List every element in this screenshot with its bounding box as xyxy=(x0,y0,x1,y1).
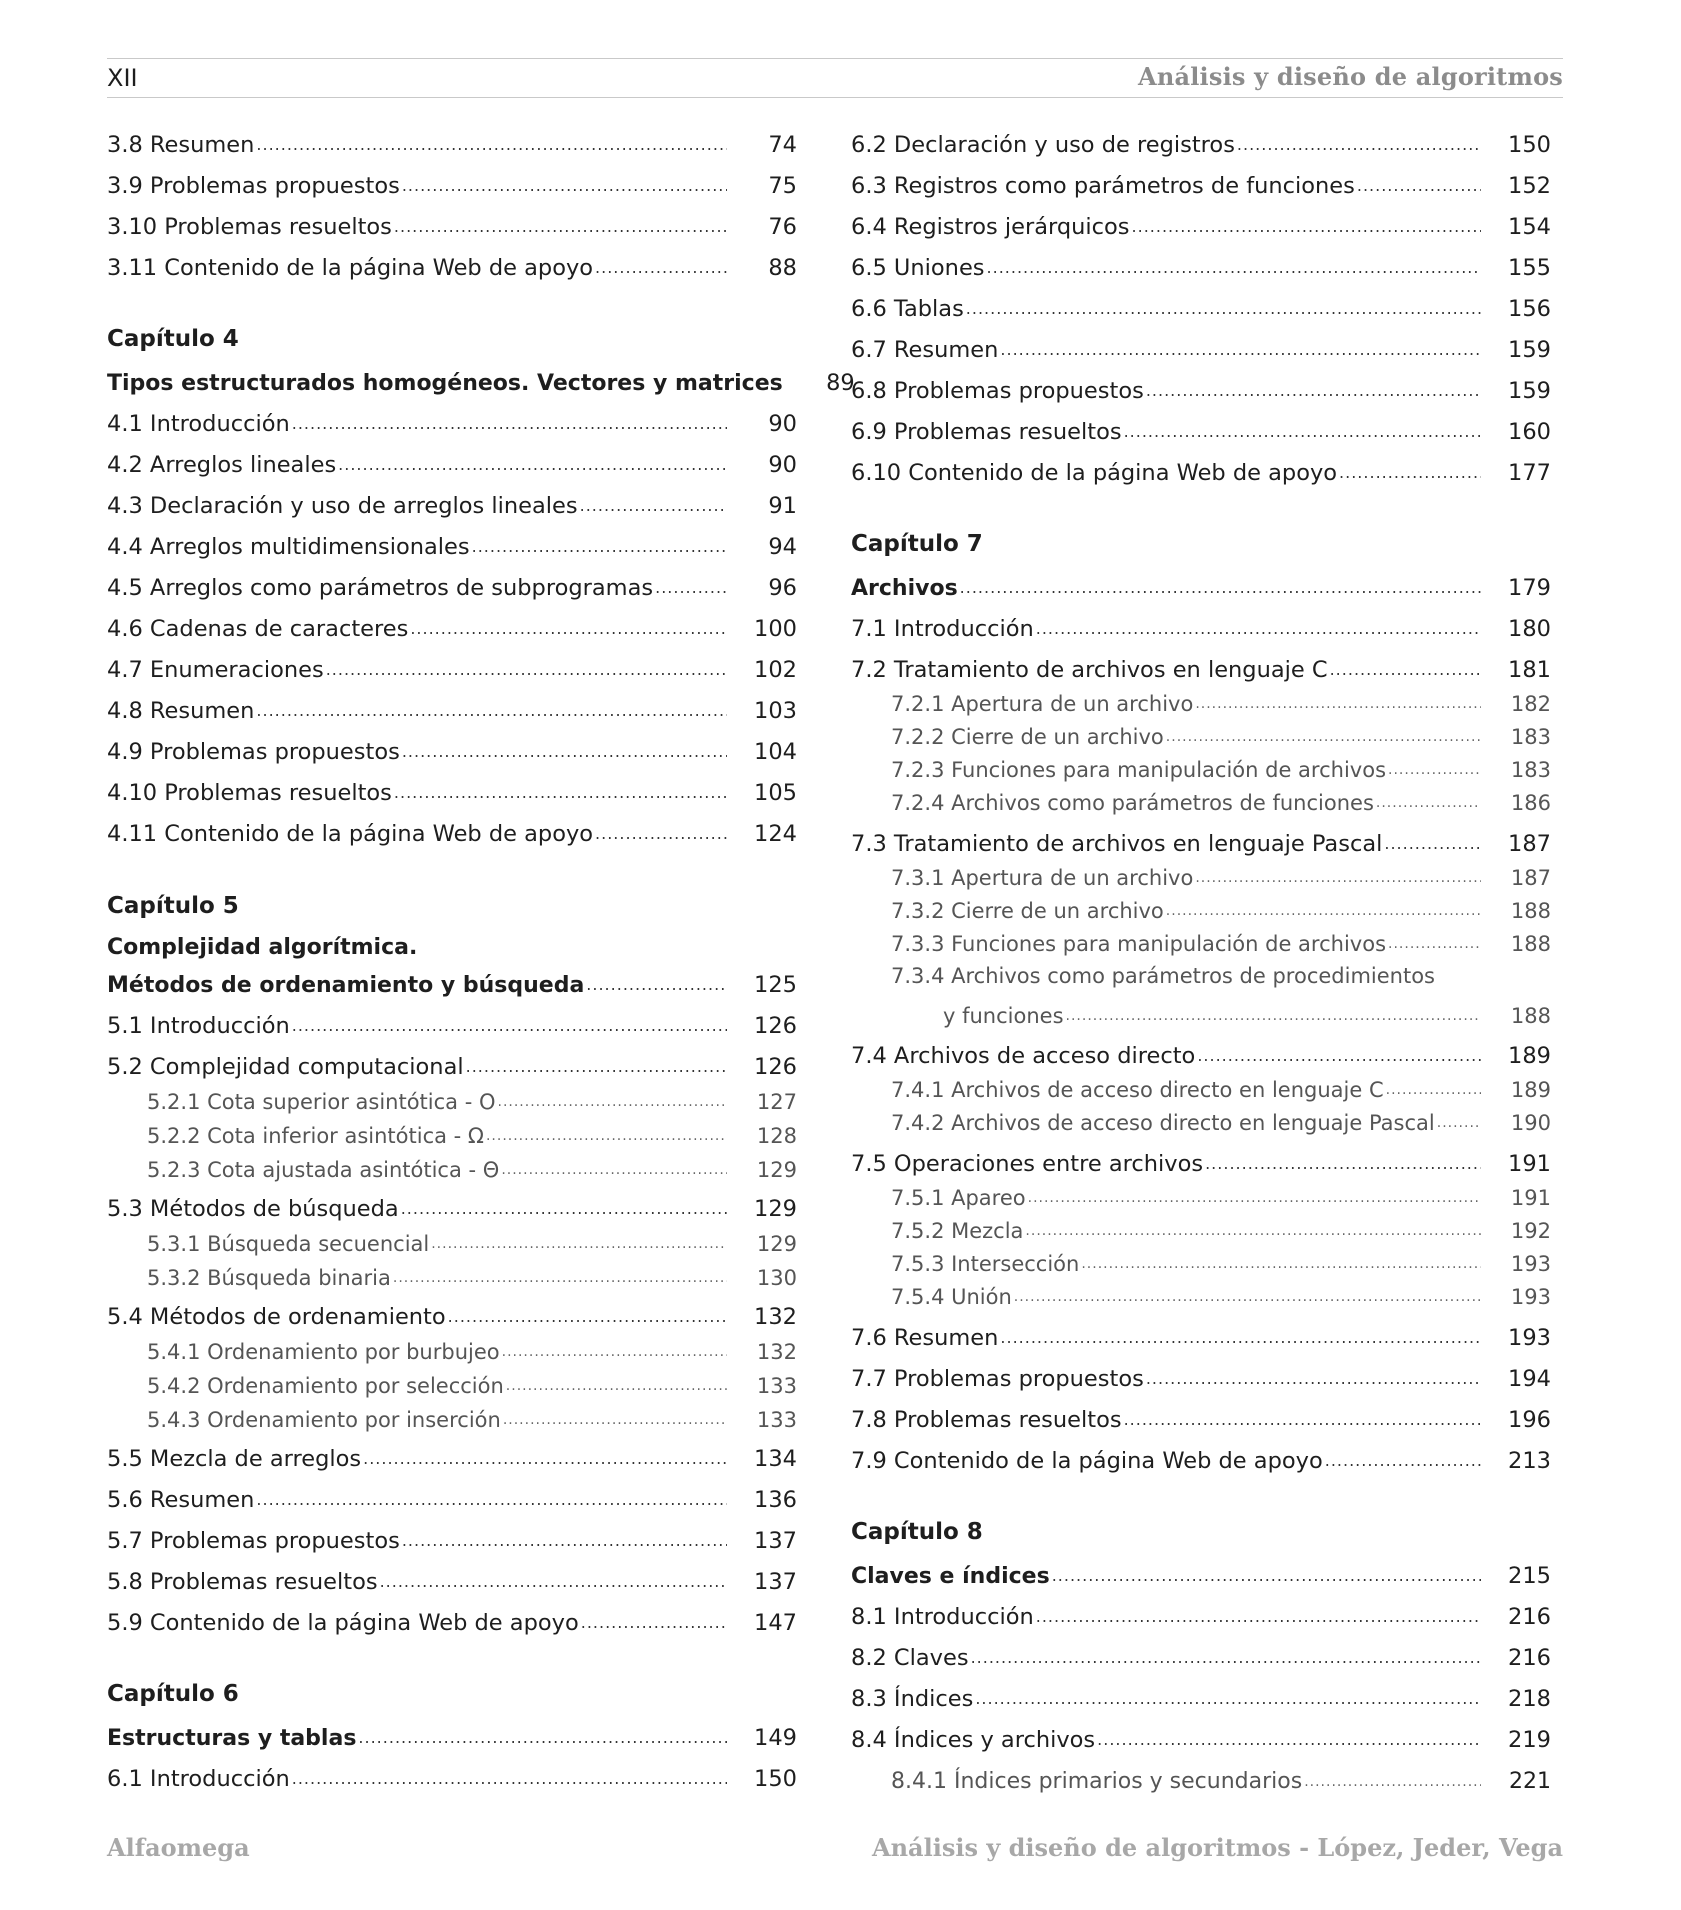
toc-entry-5-8[interactable]: 5.8 Problemas resueltos ..... 137 xyxy=(107,1561,797,1595)
toc-entry-5-4-1[interactable]: 5.4.1 Ordenamiento por burbujeo ..... 132 xyxy=(107,1330,797,1364)
toc-entry-6-4[interactable]: 6.4 Registros jerárquicos ..... 154 xyxy=(851,206,1551,240)
toc-entry-5-3[interactable]: 5.3 Métodos de búsqueda ..... 129 xyxy=(107,1188,797,1222)
toc-entry-8-3[interactable]: 8.3 Índices ..... 218 xyxy=(851,1678,1551,1712)
leader-dots xyxy=(1124,422,1481,441)
leader-dots xyxy=(975,1689,1481,1708)
leader-dots xyxy=(448,1307,727,1326)
toc-entry-7-2-4[interactable]: 7.2.4 Archivos como parámetros de funciones ..... 186 xyxy=(851,781,1551,815)
leader-dots xyxy=(655,578,727,597)
toc-entry-7-5-4[interactable]: 7.5.4 Unión ..... 193 xyxy=(851,1275,1551,1309)
toc-entry-4-4[interactable]: 4.4 Arreglos multidimensionales ..... 94 xyxy=(107,526,797,560)
page-number: XII xyxy=(107,64,138,92)
leader-dots xyxy=(466,1057,727,1076)
toc-entry-5-2-2[interactable]: 5.2.2 Cota inferior asintótica - Ω ..... 128 xyxy=(107,1114,797,1148)
toc-entry-6-3[interactable]: 6.3 Registros como parámetros de funciones ..... 152 xyxy=(851,165,1551,199)
leader-dots xyxy=(503,1412,727,1428)
toc-entry-8-4[interactable]: 8.4 Índices y archivos ..... 219 xyxy=(851,1719,1551,1753)
leader-dots xyxy=(256,701,727,720)
chapter-6-heading: Capítulo 6 xyxy=(107,1681,239,1707)
leader-dots xyxy=(1195,870,1481,886)
toc-entry-7-5-2[interactable]: 7.5.2 Mezcla ..... 192 xyxy=(851,1209,1551,1243)
leader-dots xyxy=(326,660,727,679)
toc-entry-7-3[interactable]: 7.3 Tratamiento de archivos en lenguaje Pascal ..... 187 xyxy=(851,823,1551,857)
leader-dots xyxy=(1081,1256,1481,1272)
toc-entry-4-5[interactable]: 4.5 Arreglos como parámetros de subprogramas ..... 96 xyxy=(107,567,797,601)
chapter-4-title[interactable]: Tipos estructurados homogéneos. Vectores y matrices 89 xyxy=(107,370,855,396)
leader-dots xyxy=(1014,1289,1481,1305)
leader-dots xyxy=(358,1728,727,1747)
leader-dots xyxy=(410,619,727,638)
leader-dots xyxy=(1376,795,1481,811)
toc-entry-7-3-2[interactable]: 7.3.2 Cierre de un archivo ..... 188 xyxy=(851,889,1551,923)
toc-entry-4-6[interactable]: 4.6 Cadenas de caracteres ..... 100 xyxy=(107,608,797,642)
leader-dots xyxy=(256,135,727,154)
toc-entry-3-10[interactable]: 3.10 Problemas resueltos ..... 76 xyxy=(107,206,797,240)
leader-dots xyxy=(501,1162,727,1178)
toc-entry-5-9[interactable]: 5.9 Contenido de la página Web de apoyo ..... 147 xyxy=(107,1602,797,1636)
leader-dots xyxy=(1124,1410,1481,1429)
toc-entry-8-2[interactable]: 8.2 Claves ..... 216 xyxy=(851,1637,1551,1671)
leader-dots xyxy=(1388,762,1481,778)
toc-entry-7-3-4[interactable]: y funciones ..... 188 xyxy=(851,994,1551,1028)
leader-dots xyxy=(1339,463,1481,482)
leader-dots xyxy=(1025,1223,1481,1239)
toc-entry-5-3-1[interactable]: 5.3.1 Búsqueda secuencial ..... 129 xyxy=(107,1222,797,1256)
leader-dots xyxy=(402,742,727,761)
leader-dots xyxy=(1195,696,1481,712)
leader-dots xyxy=(581,1613,727,1632)
toc-entry-6-8[interactable]: 6.8 Problemas propuestos ..... 159 xyxy=(851,370,1551,404)
toc-entry-5-7[interactable]: 5.7 Problemas propuestos ..... 137 xyxy=(107,1520,797,1554)
chapter-5-heading: Capítulo 5 xyxy=(107,893,239,919)
chapter-8-heading: Capítulo 8 xyxy=(851,1519,983,1545)
toc-entry-7-7[interactable]: 7.7 Problemas propuestos ..... 194 xyxy=(851,1358,1551,1392)
leader-dots xyxy=(1146,1369,1481,1388)
leader-dots xyxy=(1325,1451,1481,1470)
toc-entry-7-4-1[interactable]: 7.4.1 Archivos de acceso directo en lenguaje C ..... 189 xyxy=(851,1068,1551,1102)
leader-dots xyxy=(1146,381,1481,400)
leader-dots xyxy=(1388,936,1481,952)
toc-entry-7-3-1[interactable]: 7.3.1 Apertura de un archivo ..... 187 xyxy=(851,856,1551,890)
leader-dots xyxy=(1357,176,1481,195)
chapter-8-title[interactable]: Claves e índices ..... 215 xyxy=(851,1555,1551,1589)
toc-entry-7-1[interactable]: 7.1 Introducción ..... 180 xyxy=(851,608,1551,642)
chapter-7-heading: Capítulo 7 xyxy=(851,531,983,557)
footer-publisher: Alfaomega xyxy=(107,1833,250,1862)
leader-dots xyxy=(1437,1115,1481,1131)
leader-dots xyxy=(1028,1190,1481,1206)
toc-entry-5-4-3[interactable]: 5.4.3 Ordenamiento por inserción ..... 133 xyxy=(107,1398,797,1432)
leader-dots xyxy=(966,299,1481,318)
chapter-5-title-line1: Complejidad algorítmica. xyxy=(107,935,418,960)
leader-dots xyxy=(292,1016,727,1035)
toc-entry-4-1[interactable]: 4.1 Introducción ..... 90 xyxy=(107,403,797,437)
toc-entry-7-2-2[interactable]: 7.2.2 Cierre de un archivo ..... 183 xyxy=(851,715,1551,749)
leader-dots xyxy=(363,1449,727,1468)
toc-entry-7-4-2[interactable]: 7.4.2 Archivos de acceso directo en lenguaje Pascal ..... 190 xyxy=(851,1101,1551,1135)
header-rule-bottom xyxy=(107,97,1563,98)
leader-dots xyxy=(486,1128,727,1144)
toc-entry-5-1[interactable]: 5.1 Introducción ..... 126 xyxy=(107,1005,797,1039)
leader-dots xyxy=(987,258,1481,277)
toc-entry-6-9[interactable]: 6.9 Problemas resueltos ..... 160 xyxy=(851,411,1551,445)
leader-dots xyxy=(1237,135,1481,154)
toc-entry-5-6[interactable]: 5.6 Resumen ..... 136 xyxy=(107,1479,797,1513)
toc-entry-5-5[interactable]: 5.5 Mezcla de arreglos ..... 134 xyxy=(107,1438,797,1472)
toc-entry-7-5[interactable]: 7.5 Operaciones entre archivos ..... 191 xyxy=(851,1143,1551,1177)
toc-entry-4-9[interactable]: 4.9 Problemas propuestos ..... 104 xyxy=(107,731,797,765)
toc-entry-7-5-1[interactable]: 7.5.1 Apareo ..... 191 xyxy=(851,1176,1551,1210)
toc-entry-8-1[interactable]: 8.1 Introducción ..... 216 xyxy=(851,1596,1551,1630)
leader-dots xyxy=(393,1270,727,1286)
leader-dots xyxy=(1097,1730,1481,1749)
leader-dots xyxy=(1036,619,1481,638)
leader-dots xyxy=(971,1648,1481,1667)
leader-dots xyxy=(502,1344,727,1360)
toc-entry-4-7[interactable]: 4.7 Enumeraciones ..... 102 xyxy=(107,649,797,683)
leader-dots xyxy=(586,975,727,994)
leader-dots xyxy=(472,537,727,556)
toc-entry-7-4[interactable]: 7.4 Archivos de acceso directo ..... 189 xyxy=(851,1035,1551,1069)
leader-dots xyxy=(402,1531,727,1550)
toc-entry-5-4-2[interactable]: 5.4.2 Ordenamiento por selección ..... 133 xyxy=(107,1364,797,1398)
leader-dots xyxy=(1000,1328,1481,1347)
toc-entry-5-4[interactable]: 5.4 Métodos de ordenamiento ..... 132 xyxy=(107,1296,797,1330)
toc-entry-5-2-3[interactable]: 5.2.3 Cota ajustada asintótica - Θ ..... 129 xyxy=(107,1148,797,1182)
leader-dots xyxy=(292,414,727,433)
toc-entry-7-3-3[interactable]: 7.3.3 Funciones para manipulación de archivos ..... 188 xyxy=(851,922,1551,956)
toc-entry-6-1[interactable]: 6.1 Introducción ..... 150 xyxy=(107,1758,797,1792)
leader-dots xyxy=(338,455,727,474)
toc-entry-7-5-3[interactable]: 7.5.3 Intersección ..... 193 xyxy=(851,1242,1551,1276)
toc-entry-8-4-1[interactable]: 8.4.1 Índices primarios y secundarios ..... 221 xyxy=(851,1760,1551,1794)
toc-entry-7-6[interactable]: 7.6 Resumen ..... 193 xyxy=(851,1317,1551,1351)
leader-dots xyxy=(1052,1566,1481,1585)
leader-dots xyxy=(1066,1008,1481,1024)
leader-dots xyxy=(960,578,1481,597)
leader-dots xyxy=(595,824,727,843)
leader-dots xyxy=(1166,903,1481,919)
leader-dots xyxy=(1304,1774,1481,1790)
toc-entry-7-2[interactable]: 7.2 Tratamiento de archivos en lenguaje C ..... 181 xyxy=(851,649,1551,683)
chapter-4-heading: Capítulo 4 xyxy=(107,326,239,352)
leader-dots xyxy=(402,176,727,195)
leader-dots xyxy=(394,217,727,236)
toc-entry-4-8[interactable]: 4.8 Resumen ..... 103 xyxy=(107,690,797,724)
leader-dots xyxy=(1000,340,1481,359)
leader-dots xyxy=(498,1094,728,1110)
leader-dots xyxy=(380,1572,727,1591)
toc-entry-4-2[interactable]: 4.2 Arreglos lineales ..... 90 xyxy=(107,444,797,478)
toc-entry-6-5[interactable]: 6.5 Uniones ..... 155 xyxy=(851,247,1551,281)
chapter-5-title[interactable]: Métodos de ordenamiento y búsqueda ..... 125 xyxy=(107,964,797,998)
toc-entry-7-2-1[interactable]: 7.2.1 Apertura de un archivo ..... 182 xyxy=(851,682,1551,716)
toc-entry-3-9[interactable]: 3.9 Problemas propuestos ..... 75 xyxy=(107,165,797,199)
leader-dots xyxy=(1197,1046,1481,1065)
leader-dots xyxy=(1205,1154,1481,1173)
chapter-6-title[interactable]: Estructuras y tablas ..... 149 xyxy=(107,1717,797,1751)
leader-dots xyxy=(1386,1082,1481,1098)
toc-entry-4-11[interactable]: 4.11 Contenido de la página Web de apoyo ..... 124 xyxy=(107,813,797,847)
toc-entry-7-2-3[interactable]: 7.2.3 Funciones para manipulación de archivos ..... 183 xyxy=(851,748,1551,782)
leader-dots xyxy=(580,496,727,515)
toc-entry-7-3-4-line1: 7.3.4 Archivos como parámetros de procedimientos xyxy=(891,964,1436,988)
leader-dots xyxy=(256,1490,727,1509)
toc-entry-7-8[interactable]: 7.8 Problemas resueltos ..... 196 xyxy=(851,1399,1551,1433)
leader-dots xyxy=(1330,660,1481,679)
toc-entry-4-3[interactable]: 4.3 Declaración y uso de arreglos lineales ..... 91 xyxy=(107,485,797,519)
running-title: Análisis y diseño de algoritmos xyxy=(1138,62,1563,91)
leader-dots xyxy=(1036,1607,1481,1626)
toc-entry-5-2-1[interactable]: 5.2.1 Cota superior asintótica - Ο ..... 127 xyxy=(107,1080,797,1114)
leader-dots xyxy=(506,1378,727,1394)
header-rule-top xyxy=(107,58,1563,59)
footer-book-credit: Análisis y diseño de algoritmos - López, Jeder, Vega xyxy=(871,1833,1563,1862)
leader-dots xyxy=(1166,729,1481,745)
leader-dots xyxy=(1384,834,1481,853)
toc-entry-5-2[interactable]: 5.2 Complejidad computacional ..... 126 xyxy=(107,1046,797,1080)
toc-entry-3-11[interactable]: 3.11 Contenido de la página Web de apoyo ..... 88 xyxy=(107,247,797,281)
toc-entry-4-10[interactable]: 4.10 Problemas resueltos ..... 105 xyxy=(107,772,797,806)
toc-entry-6-2[interactable]: 6.2 Declaración y uso de registros ..... 150 xyxy=(851,124,1551,158)
leader-dots xyxy=(401,1199,727,1218)
leader-dots xyxy=(394,783,727,802)
toc-entry-6-6[interactable]: 6.6 Tablas ..... 156 xyxy=(851,288,1551,322)
toc-entry-6-10[interactable]: 6.10 Contenido de la página Web de apoyo ..... 177 xyxy=(851,452,1551,486)
toc-entry-5-3-2[interactable]: 5.3.2 Búsqueda binaria ..... 130 xyxy=(107,1256,797,1290)
leader-dots xyxy=(431,1236,727,1252)
toc-entry-3-8[interactable]: 3.8 Resumen ..... 74 xyxy=(107,124,797,158)
toc-entry-6-7[interactable]: 6.7 Resumen ..... 159 xyxy=(851,329,1551,363)
toc-entry-7-9[interactable]: 7.9 Contenido de la página Web de apoyo ..... 213 xyxy=(851,1440,1551,1474)
leader-dots xyxy=(595,258,727,277)
chapter-7-title[interactable]: Archivos ..... 179 xyxy=(851,567,1551,601)
leader-dots xyxy=(1132,217,1481,236)
leader-dots xyxy=(292,1769,727,1788)
